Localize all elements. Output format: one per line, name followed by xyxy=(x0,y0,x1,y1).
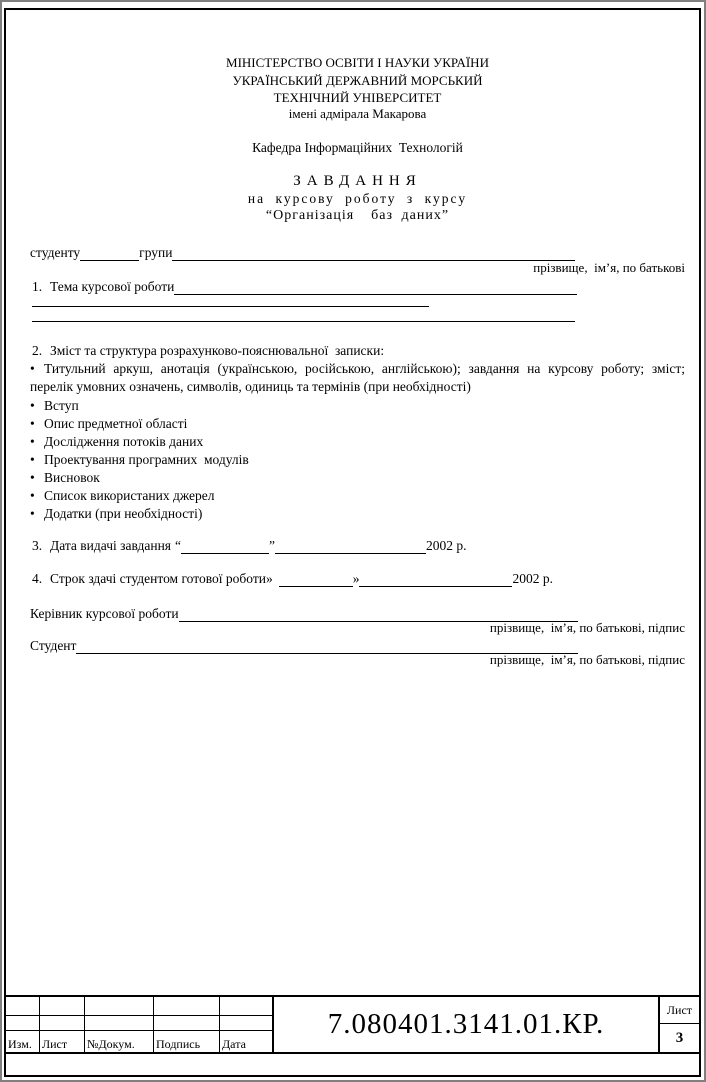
item-3-number: 3. xyxy=(32,538,43,553)
blank-due-month xyxy=(359,584,512,587)
bullet-icon: • xyxy=(30,452,35,467)
bullet-icon: • xyxy=(30,488,35,503)
titleblock-cell xyxy=(40,1016,85,1031)
item-3-year: 2002 р. xyxy=(426,538,467,553)
student-signature-hint: прізвище, ім’я, по батькові, підпис xyxy=(489,652,685,667)
item-2-label: Зміст та структура розрахунково-пояснювальної записки: xyxy=(50,343,385,358)
title-block xyxy=(4,995,701,1054)
list-item xyxy=(30,505,202,522)
bullet-text: Проектування програмних модулів xyxy=(44,452,249,467)
sheet-number: 3 xyxy=(675,1029,684,1046)
item-2-row xyxy=(32,342,384,359)
close-quote: ” xyxy=(269,538,275,553)
titleblock-cell xyxy=(6,1016,40,1031)
item-2-number: 2. xyxy=(32,343,43,358)
bullet-icon: • xyxy=(30,434,35,449)
titleblock-cell xyxy=(40,997,85,1016)
item-4-year: 2002 р. xyxy=(512,571,553,586)
item-3-label: Дата видачі завдання xyxy=(50,538,171,553)
document-number: 7.080401.3141.01.КР. xyxy=(272,997,660,1052)
bullet-text: Висновок xyxy=(44,470,100,485)
blank-due-day xyxy=(279,584,353,587)
titleblock-col-dokum: №Докум. xyxy=(85,1031,154,1052)
list-item xyxy=(30,397,79,414)
university-line-2: ТЕХНІЧНИЙ УНІВЕРСИТЕТ xyxy=(273,90,442,105)
titleblock-col-list: Лист xyxy=(40,1031,85,1052)
item-4-number: 4. xyxy=(32,571,43,586)
name-hint: прізвище, ім’я, по батькові xyxy=(533,260,685,275)
sheet-box xyxy=(660,997,699,1052)
titleblock-cell xyxy=(154,1016,220,1031)
ministry-line: МІНІСТЕРСТВО ОСВІТИ І НАУКИ УКРАЇНИ xyxy=(226,55,489,70)
supervisor-label: Керівник курсової роботи xyxy=(30,606,179,621)
student-signature-label: Студент xyxy=(30,638,77,653)
university-line-3: імені адмірала Макарова xyxy=(288,106,427,121)
bullet-icon: • xyxy=(30,416,35,431)
item-4-label: Строк здачі студентом готової роботи» xyxy=(50,571,273,586)
list-item xyxy=(30,433,203,450)
blank-issue-day xyxy=(181,551,269,554)
bullet-icon: • xyxy=(30,398,35,413)
open-quote: “ xyxy=(175,538,181,553)
titleblock-cell xyxy=(220,997,272,1016)
item-3-row xyxy=(32,537,467,554)
student-line xyxy=(30,244,575,261)
titleblock-cell xyxy=(85,997,154,1016)
titleblock-col-izm: Изм. xyxy=(6,1031,40,1052)
group-label: групи xyxy=(139,245,173,260)
blank-issue-month xyxy=(275,551,426,554)
university-line-1: УКРАЇНСЬКИЙ ДЕРЖАВНИЙ МОРСЬКИЙ xyxy=(232,73,483,88)
bullet-text: Вступ xyxy=(44,398,79,413)
item-1-row xyxy=(32,278,577,295)
bullet-text: Список використаних джерел xyxy=(44,488,215,503)
page-content xyxy=(30,2,685,1080)
titleblock-cell xyxy=(220,1016,272,1031)
titleblock-col-data: Дата xyxy=(222,1037,246,1051)
bullet-icon: • xyxy=(30,506,35,521)
course-name: “Організація баз даних” xyxy=(265,208,450,223)
list-item xyxy=(30,451,249,468)
bullet-icon: • xyxy=(30,470,35,485)
bullet-icon: • xyxy=(30,361,35,376)
bullet-text: Дослідження потоків даних xyxy=(44,434,204,449)
titleblock-col-podpis: Подпись xyxy=(154,1031,220,1052)
assignment-subtitle: на курсову роботу з курсу xyxy=(247,191,468,206)
blank-topic-2 xyxy=(32,294,429,307)
guillemet: » xyxy=(352,571,360,586)
item-4-row xyxy=(32,570,553,587)
sheet-label: Лист xyxy=(660,997,699,1024)
list-item xyxy=(30,415,187,432)
titleblock-cell xyxy=(6,997,40,1016)
blank-group xyxy=(172,258,575,261)
title-block-grid xyxy=(6,997,272,1052)
titleblock-cell xyxy=(154,997,220,1016)
student-label: студенту xyxy=(30,245,81,260)
bullet-text: Опис предметної області xyxy=(44,416,188,431)
bullet-text: Додатки (при необхідності) xyxy=(44,506,203,521)
department-line: Кафедра Інформаційних Технологій xyxy=(252,140,463,155)
bullet-text: Титульний аркуш, анотація (українською, російською, англійською); завдання на курсову роботу; зміст; перелік умовних означень, символів, одиниць та термінів (при необхідності) xyxy=(30,361,685,394)
list-item xyxy=(30,469,100,486)
list-item xyxy=(30,487,214,504)
item-1-label: Тема курсової роботи xyxy=(50,279,175,294)
assignment-title: ЗАВДАННЯ xyxy=(293,173,422,189)
blank-student-name xyxy=(80,258,139,261)
list-item xyxy=(30,360,685,396)
item-1-number: 1. xyxy=(32,279,43,294)
supervisor-hint: прізвище, ім’я, по батькові, підпис xyxy=(489,620,685,635)
titleblock-cell xyxy=(85,1016,154,1031)
blank-topic-3 xyxy=(32,309,575,322)
